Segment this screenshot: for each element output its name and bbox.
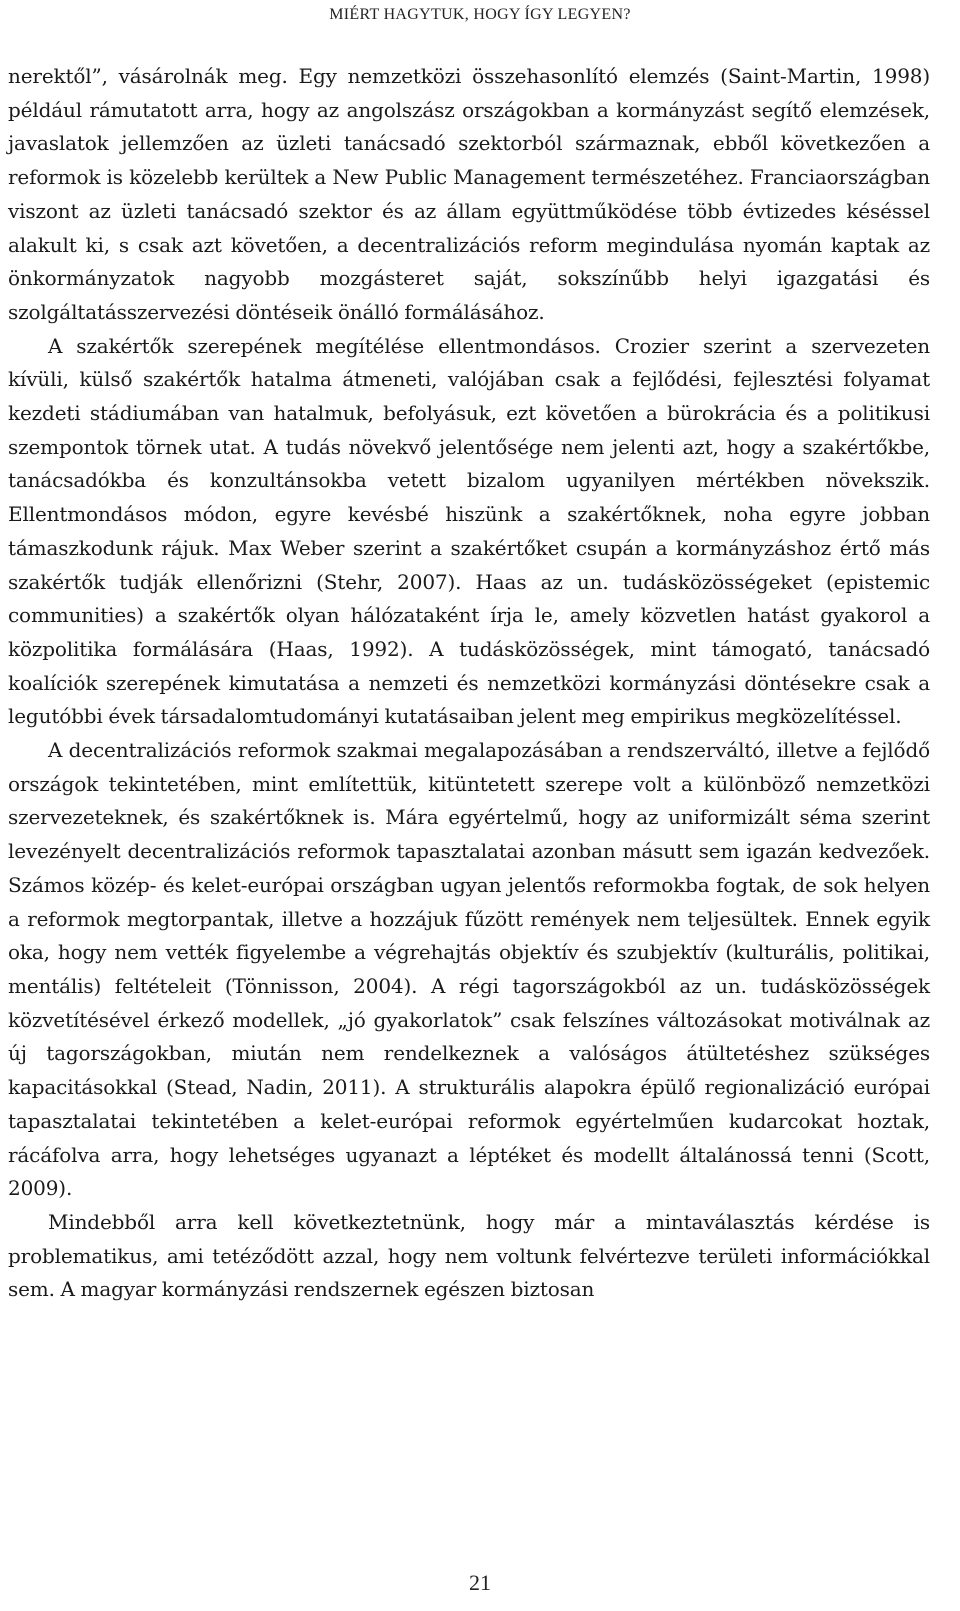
page-number: 21 <box>469 1570 491 1595</box>
paragraph-2: A szakértők szerepének megítélése ellentmondásos. Crozier szerint a szervezeten kívüli, külső szakértők hatalma átmeneti, valójában csak a fejlődési, fejlesztési folyamat kezdeti stádiumában van hatalmuk, befolyásuk, ezt követően a bürokrácia és a politikusi szempontok törnek utat. A tudás növekvő jelentősége nem jelenti azt, hogy a szakértőkbe, tanácsadókba és konzultánsokba vetett bizalom ugyanilyen mértékben növekszik. Ellentmondásos módon, egyre kevésbé hiszünk a szakértőknek, noha egyre jobban támaszkodunk rájuk. Max Weber szerint a szakértőket csupán a kormányzáshoz értő más szakértők tudják ellenőrizni (Stehr, 2007). Haas az un. tudásközösségeket (epistemic communities) a szakértők olyan hálózataként írja le, amely közvetlen hatást gyakorol a közpolitika formálására (Haas, 1992). A tudásközösségek, mint támogató, tanácsadó koalíciók szerepének kimutatása a nemzeti és nemzetközi kormányzási döntésekre csak a legutóbbi évek társadalomtudományi kutatásaiban jelent meg empirikus megközelítéssel. <box>8 333 930 729</box>
paragraph-4: Mindebből arra kell következtetnünk, hogy már a mintaválasztás kérdése is problematikus, ami tetéződött azzal, hogy nem voltunk felvértezve területi információkkal sem. A magyar kormányzási rendszernek egészen biztosan <box>8 1209 930 1302</box>
paragraph-1: nerektől”, vásárolnák meg. Egy nemzetközi összehasonlító elemzés (Saint-Martin, 1998) például rámutatott arra, hogy az angolszász országokban a kormányzást segítő elemzések, javaslatok jellemzően az üzleti tanácsadó szektorból származnak, ebből következően a reformok is közelebb kerültek a New Public Management természetéhez. Franciaországban viszont az üzleti tanácsadó szektor és az állam együttműködése több évtizedes késéssel alakult ki, s csak azt követően, a decentralizációs reform megindulása nyomán kaptak az önkormányzatok nagyobb mozgásteret saját, sokszínűbb helyi igazgatási és szolgáltatásszervezési döntéseik önálló formálásához. <box>8 64 930 324</box>
running-header: MIÉRT HAGYTUK, HOGY ÍGY LEGYEN? <box>329 6 631 23</box>
body-text <box>8 60 930 1307</box>
paragraph-3: A decentralizációs reformok szakmai megalapozásában a rendszerváltó, illetve a fejlődő országok tekintetében, mint említettük, kitüntetett szerepe volt a különböző nemzetközi szervezeteknek, és szakértőknek is. Mára egyértelmű, hogy az uniformizált séma szerint levezényelt decentralizációs reformok tapasztalatai azonban másutt sem igazán kedvezőek. Számos közép- és kelet-európai országban ugyan jelentős reformokba fogtak, de sok helyen a reformok megtorpantak, illetve a hozzájuk fűzött remények nem teljesültek. Ennek egyik oka, hogy nem vették figyelembe a végrehajtás objektív és szubjektív (kulturális, politikai, mentális) feltételeit (Tönnisson, 2004). A régi tagországokból az un. tudásközösségek közvetítésével érkező modellek, „jó gyakorlatok” csak felszínes változásokat motiválnak az új tagországokban, miután nem rendelkeznek a valóságos átültetéshez szükséges kapacitásokkal (Stead, Nadin, 2011). A strukturális alapokra épülő regionalizáció európai tapasztalatai tekintetében a kelet-európai reformok egyértelműen kudarcokat hoztak, rácáfolva arra, hogy lehetséges ugyanazt a léptéket és modellt általánossá tenni (Scott, 2009). <box>8 738 930 1201</box>
